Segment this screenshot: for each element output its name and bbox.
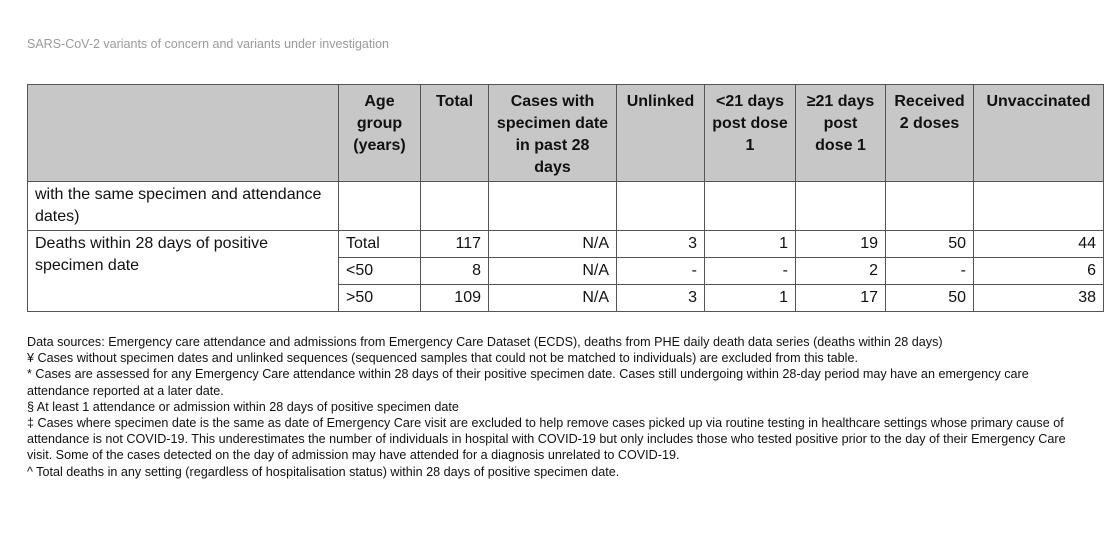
footnote-yen: ¥ Cases without specimen dates and unlinked sequences (sequenced samples that could not be matched to individuals) are excluded from this table. — [27, 351, 858, 366]
table-header-row — [28, 85, 1104, 182]
cell-ge21: 2 — [796, 258, 886, 285]
header-cell-two-doses: Received 2 doses — [886, 85, 974, 182]
header-cell-ge21-days: ≥21 days post dose 1 — [796, 85, 886, 182]
variants-table — [27, 84, 1104, 312]
table-cell — [974, 182, 1104, 231]
cell-unlinked: 3 — [617, 231, 705, 258]
cell-past28: N/A — [489, 231, 617, 258]
table-cell — [489, 182, 617, 231]
row-label-deaths: Deaths within 28 days of positive specimen date — [28, 231, 339, 312]
cell-lt21: - — [705, 258, 796, 285]
footnote-caret: ^ Total deaths in any setting (regardless of hospitalisation status) within 28 days of positive specimen date. — [27, 464, 620, 479]
footnote-double-dagger: ‡ Cases where specimen date is the same as date of Emergency Care visit are excluded to help remove cases picked up via routine testing in healthcare settings whose primary cause of attendance is not COVID-19. This underestimates the number of individuals in hospital with COVID-19 but only includes those who tested positive prior to the day of their Emergency Care visit. Some of the cases detected on the day of admission may have attended for a diagnosis unrelated to COVID-19. — [27, 416, 1066, 463]
cell-age: Total — [339, 231, 421, 258]
cell-unvaccinated: 6 — [974, 258, 1104, 285]
cell-two-doses: - — [886, 258, 974, 285]
table-row-continuation — [28, 182, 1104, 231]
cell-unvaccinated: 44 — [974, 231, 1104, 258]
cell-past28: N/A — [489, 285, 617, 312]
cell-total: 8 — [421, 258, 489, 285]
table-cell — [421, 182, 489, 231]
table-cell — [886, 182, 974, 231]
header-cell-unvaccinated: Unvaccinated — [974, 85, 1104, 182]
cell-age: <50 — [339, 258, 421, 285]
cell-total: 109 — [421, 285, 489, 312]
table-cell — [339, 182, 421, 231]
header-cell-age-group: Age group (years) — [339, 85, 421, 182]
table-row — [28, 231, 1104, 258]
cell-lt21: 1 — [705, 285, 796, 312]
table-cell — [617, 182, 705, 231]
table-cell — [796, 182, 886, 231]
header-cell-lt21-days: <21 days post dose 1 — [705, 85, 796, 182]
cell-unlinked: 3 — [617, 285, 705, 312]
row-label: with the same specimen and attendance dates) — [28, 182, 339, 231]
header-cell-total: Total — [421, 85, 489, 182]
cell-unlinked: - — [617, 258, 705, 285]
cell-ge21: 19 — [796, 231, 886, 258]
cell-lt21: 1 — [705, 231, 796, 258]
cell-two-doses: 50 — [886, 285, 974, 312]
header-cell-past-28-days: Cases with specimen date in past 28 days — [489, 85, 617, 182]
cell-unvaccinated: 38 — [974, 285, 1104, 312]
cell-past28: N/A — [489, 258, 617, 285]
footnote-section: § At least 1 attendance or admission within 28 days of positive specimen date — [27, 399, 459, 414]
cell-total: 117 — [421, 231, 489, 258]
footnote-asterisk: * Cases are assessed for any Emergency Care attendance within 28 days of their positive specimen date. Cases still undergoing within 28-day period may have an emergency care attendance reported at a later date. — [27, 367, 1029, 398]
cell-ge21: 17 — [796, 285, 886, 312]
cell-two-doses: 50 — [886, 231, 974, 258]
footnotes — [27, 334, 1087, 480]
page-header: SARS-CoV-2 variants of concern and variants under investigation — [27, 37, 389, 51]
cell-age: >50 — [339, 285, 421, 312]
table-cell — [705, 182, 796, 231]
header-cell-unlinked: Unlinked — [617, 85, 705, 182]
footnote-sources: Data sources: Emergency care attendance and admissions from Emergency Care Dataset (ECDS), deaths from PHE daily death data series (deaths within 28 days) — [27, 335, 943, 349]
header-cell-label — [28, 85, 339, 182]
